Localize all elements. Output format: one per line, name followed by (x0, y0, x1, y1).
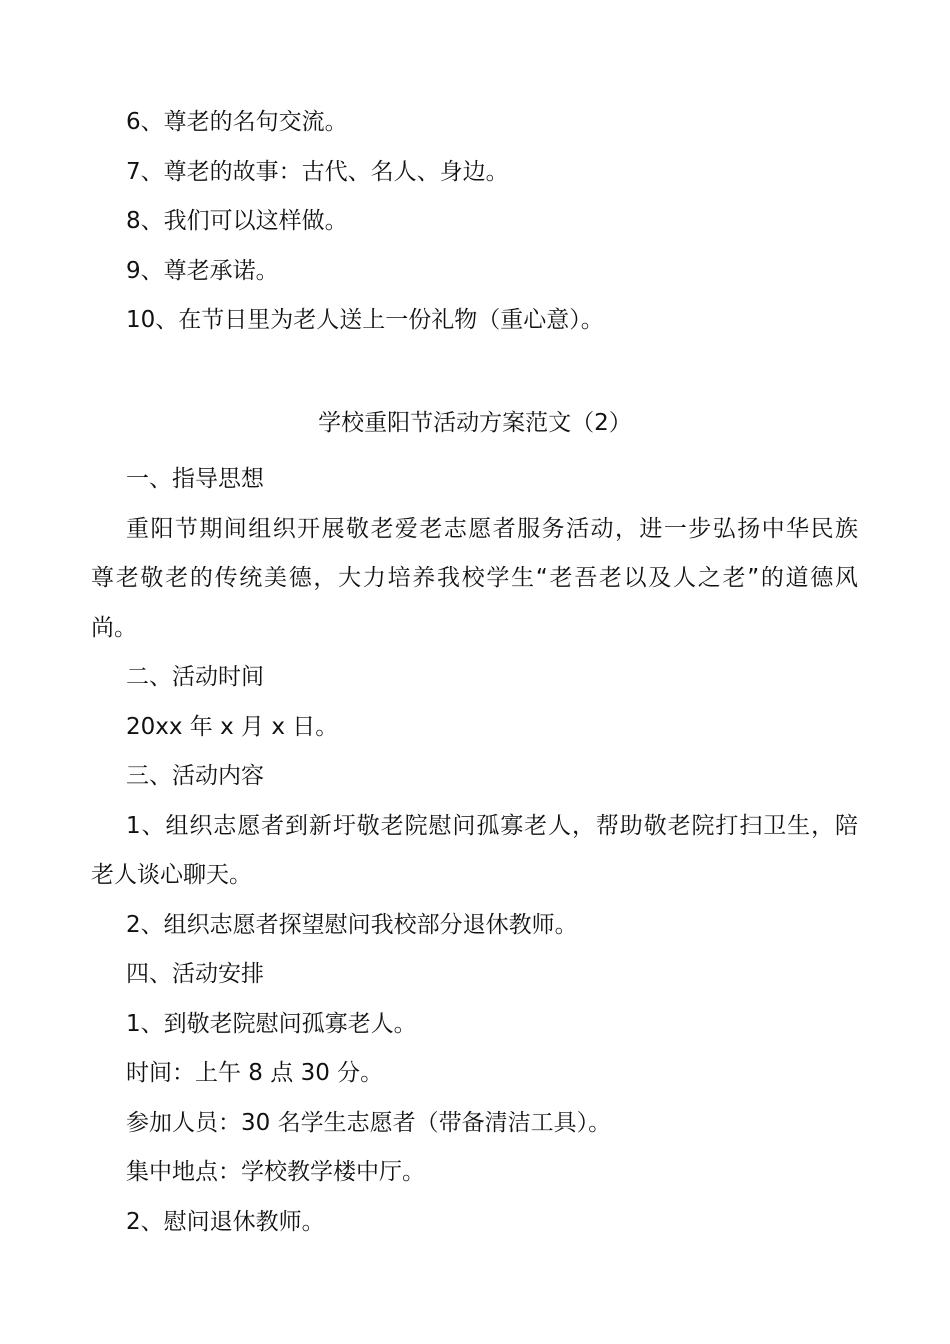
list-item: 7、尊老的故事：古代、名人、身边。 (126, 159, 509, 185)
arrangement-time: 时间：上午 8 点 30 分。 (126, 1060, 384, 1086)
paragraph-line: 尊老敬老的传统美德，大力培养我校学生“老吾老以及人之老”的道德风 (91, 565, 858, 591)
paragraph-line: 尚。 (91, 615, 137, 641)
list-item: 10、在节日里为老人送上一份礼物（重心意）。 (126, 307, 604, 333)
heading-guiding-ideology: 一、指导思想 (126, 466, 264, 492)
activity-date: 20xx 年 x 月 x 日。 (126, 714, 339, 740)
paragraph-line: 重阳节期间组织开展敬老爱老志愿者服务活动，进一步弘扬中华民族 (126, 516, 858, 542)
list-item: 6、尊老的名句交流。 (126, 109, 348, 135)
heading-activity-content: 三、活动内容 (126, 763, 264, 789)
list-item: 8、我们可以这样做。 (126, 208, 348, 234)
section-title: 学校重阳节活动方案范文（2） (318, 410, 632, 436)
arrangement-participants: 参加人员：30 名学生志愿者（带备清洁工具）。 (126, 1110, 612, 1136)
content-item-line: 1、组织志愿者到新圩敬老院慰问孤寡老人，帮助敬老院打扫卫生，陪 (126, 813, 858, 839)
arrangement-location: 集中地点：学校教学楼中厅。 (126, 1159, 425, 1185)
heading-activity-time: 二、活动时间 (126, 664, 264, 690)
arrangement-item: 1、到敬老院慰问孤寡老人。 (126, 1011, 417, 1037)
arrangement-item: 2、慰问退休教师。 (126, 1209, 325, 1235)
content-item: 2、组织志愿者探望慰问我校部分退休教师。 (126, 912, 578, 938)
list-item: 9、尊老承诺。 (126, 258, 279, 284)
content-item-line: 老人谈心聊天。 (91, 862, 252, 888)
heading-activity-arrangement: 四、活动安排 (126, 961, 264, 987)
